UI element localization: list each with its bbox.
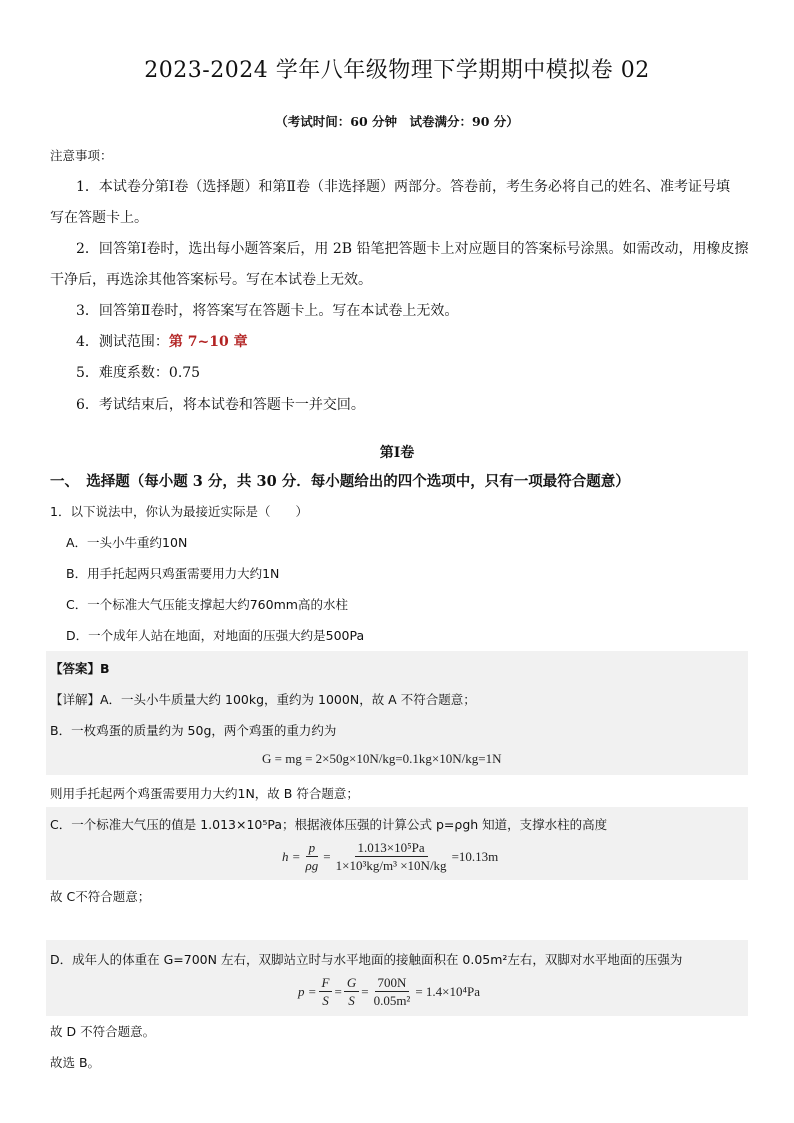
formula-d-lhs: p = — [298, 983, 317, 999]
exam-info: （考试时间：60 分钟 试卷满分：90 分） — [275, 114, 519, 129]
notice-item-1-cont: 写在答题卡上。 — [50, 210, 148, 226]
formula-d-f3-num: 700N — [375, 975, 410, 992]
formula-c-f2-num: 1.013×10⁵Pa — [355, 840, 428, 857]
formula-d-f1-den: S — [322, 993, 329, 1008]
formula-d — [298, 975, 480, 1008]
formula-d-f3-den: 0.05m² — [373, 993, 411, 1008]
detail-c: C．一个标准大气压的值是 1.013×10⁵Pa；根据液体压强的计算公式 p=ρgh 知道，支撑水柱的高度 — [50, 817, 608, 832]
formula-d-result: = 1.4×10⁴Pa — [415, 983, 481, 999]
detail-d-conclusion: 故 D 不符合题意。 — [50, 1024, 156, 1039]
formula-d-f2-num: G — [344, 975, 359, 992]
notice-item-2: 2．回答第Ⅰ卷时，选出每小题答案后，用 2B 铅笔把答题卡上对应题目的答案标号涂黑。如需改动，用橡皮擦 — [76, 241, 749, 257]
formula-c-f2-den: 1×10³kg/m³ ×10N/kg — [335, 858, 447, 873]
formula-c-eq: = — [323, 848, 331, 864]
formula-d-f1-num: F — [319, 975, 333, 992]
formula-d-eq-2: = — [361, 983, 369, 999]
detail-b-conclusion: 则用手托起两个鸡蛋需要用力大约1N，故 B 符合题意； — [50, 786, 359, 801]
final-answer: 故选 B。 — [50, 1055, 101, 1070]
notice-heading: 注意事项： — [50, 148, 113, 163]
formula-c-fraction-1 — [303, 840, 322, 873]
formula-d-f2-den: S — [348, 993, 355, 1008]
option-d: D．一个成年人站在地面，对地面的压强大约是500Pa — [66, 628, 365, 643]
formula-c-f1-den: ρg — [305, 858, 319, 873]
notice-item-4-label: 4．测试范围： — [76, 334, 169, 350]
option-a: A．一头小牛重约10N — [66, 535, 188, 550]
page-title: 2023-2024 学年八年级物理下学期期中模拟卷 02 — [144, 58, 650, 83]
formula-c-f1-num: p — [306, 840, 319, 857]
question-1-stem: 1．以下说法中，你认为最接近实际是（ ） — [50, 504, 308, 519]
option-c: C．一个标准大气压能支撑起大约760mm高的水柱 — [66, 597, 348, 612]
detail-d: D．成年人的体重在 G=700N 左右，双脚站立时与水平地面的接触面积在 0.05m²左右，双脚对水平地面的压强为 — [50, 952, 683, 967]
formula-c-lhs: h = — [282, 848, 301, 864]
notice-item-5: 5．难度系数：0.75 — [76, 365, 201, 381]
section-heading: 一、 选择题（每小题 3 分，共 30 分．每小题给出的四个选项中，只有一项最符合题意） — [50, 473, 630, 490]
notice-item-4 — [76, 331, 248, 351]
notice-item-2-cont: 干净后，再选涂其他答案标号。写在本试卷上无效。 — [50, 272, 372, 288]
detail-c-conclusion: 故 C不符合题意； — [50, 889, 151, 904]
volume-title: 第Ⅰ卷 — [379, 445, 415, 461]
formula-b: G = mg = 2×50g×10N/kg=0.1kg×10N/kg=1N — [262, 751, 502, 766]
answer-line: 【答案】B — [50, 661, 110, 676]
formula-d-fraction-3 — [371, 975, 414, 1008]
test-scope: 第 7~10 章 — [168, 334, 248, 350]
detail-a: 【详解】A．一头小牛质量大约 100kg，重约为 1000N，故 A 不符合题意； — [50, 692, 476, 707]
notice-item-6: 6．考试结束后，将本试卷和答题卡一并交回。 — [76, 397, 365, 413]
formula-c — [282, 840, 498, 873]
formula-d-fraction-1 — [319, 975, 333, 1008]
formula-d-eq-1: = — [334, 983, 342, 999]
detail-b: B．一枚鸡蛋的质量约为 50g，两个鸡蛋的重力约为 — [50, 723, 337, 738]
option-b: B．用手托起两只鸡蛋需要用力大约1N — [66, 566, 280, 581]
formula-d-fraction-2 — [344, 975, 359, 1008]
formula-c-fraction-2 — [333, 840, 450, 873]
notice-item-1: 1．本试卷分第Ⅰ卷（选择题）和第Ⅱ卷（非选择题）两部分。答卷前，考生务必将自己的姓名、准考证号填 — [76, 179, 730, 195]
notice-item-3: 3．回答第Ⅱ卷时，将答案写在答题卡上。写在本试卷上无效。 — [76, 303, 459, 319]
formula-c-result: =10.13m — [451, 848, 499, 864]
